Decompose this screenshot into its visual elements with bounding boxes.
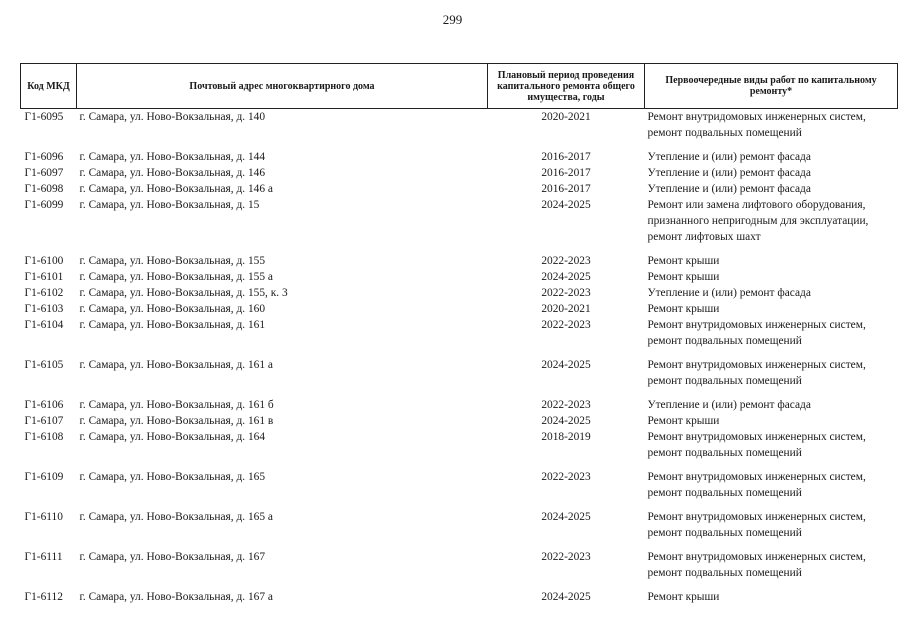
row-works-line: Ремонт крыши [647, 255, 720, 267]
row-works [645, 197, 898, 245]
row-works [645, 589, 898, 605]
row-works-line: Ремонт внутридомовых инженерных систем, [647, 471, 866, 483]
row-works-line: ремонт подвальных помещений [647, 567, 802, 579]
row-works-line: ремонт подвальных помещений [647, 487, 802, 499]
row-works [645, 149, 898, 165]
row-code: Г1-6104 [24, 319, 64, 331]
row-spacer [21, 501, 898, 509]
row-works-line: Ремонт крыши [647, 591, 720, 603]
table-row [21, 549, 898, 581]
row-address: г. Самара, ул. Ново-Вокзальная, д. 155 а [79, 271, 273, 283]
row-address: г. Самара, ул. Ново-Вокзальная, д. 155 [79, 255, 266, 267]
row-code: Г1-6109 [24, 471, 64, 483]
table-row [21, 197, 898, 245]
capital-repair-table [20, 63, 898, 605]
row-works [645, 181, 898, 197]
row-code: Г1-6095 [24, 111, 64, 123]
table-row [21, 285, 898, 301]
row-works [645, 413, 898, 429]
row-spacer [21, 541, 898, 549]
row-works-line: ремонт подвальных помещений [647, 447, 802, 459]
table-row [21, 181, 898, 197]
row-period: 2022-2023 [541, 551, 591, 563]
row-code: Г1-6103 [24, 303, 64, 315]
row-code: Г1-6100 [24, 255, 64, 267]
row-code: Г1-6112 [24, 591, 63, 603]
row-address: г. Самара, ул. Ново-Вокзальная, д. 161 в [79, 415, 274, 427]
row-works-line: признанного непригодным для эксплуатации, [647, 215, 869, 227]
row-works-line: Ремонт внутридомовых инженерных систем, [647, 111, 866, 123]
table-row [21, 357, 898, 389]
table-row [21, 269, 898, 285]
row-code: Г1-6096 [24, 151, 64, 163]
row-period: 2022-2023 [541, 319, 591, 331]
table-row [21, 469, 898, 501]
row-works-line: ремонт подвальных помещений [647, 527, 802, 539]
row-works-line: Утепление и (или) ремонт фасада [647, 151, 811, 163]
page-number: 299 [442, 12, 463, 27]
row-code: Г1-6106 [24, 399, 64, 411]
row-works [645, 397, 898, 413]
row-works [645, 285, 898, 301]
row-works-line: Ремонт внутридомовых инженерных систем, [647, 319, 866, 331]
table-row [21, 589, 898, 605]
row-period: 2022-2023 [541, 287, 591, 299]
row-period: 2024-2025 [541, 271, 591, 283]
row-works-line: ремонт лифтовых шахт [647, 231, 761, 243]
row-works [645, 317, 898, 349]
row-works-line: Ремонт крыши [647, 303, 720, 315]
row-works-line: Ремонт или замена лифтового оборудования, [647, 199, 866, 211]
row-spacer [21, 141, 898, 149]
row-address: г. Самара, ул. Ново-Вокзальная, д. 161 б [79, 399, 274, 411]
row-spacer [21, 349, 898, 357]
row-code: Г1-6101 [24, 271, 64, 283]
header-period: Плановый период проведения капитального ремонта общего имущества, годы [488, 64, 645, 109]
row-code: Г1-6098 [24, 183, 64, 195]
row-period: 2018-2019 [541, 431, 591, 443]
row-spacer-cell [21, 541, 898, 549]
row-period: 2024-2025 [541, 199, 591, 211]
row-period: 2016-2017 [541, 167, 591, 179]
row-works [645, 429, 898, 461]
table-row [21, 301, 898, 317]
row-address: г. Самара, ул. Ново-Вокзальная, д. 161 а [79, 359, 273, 371]
row-code: Г1-6108 [24, 431, 64, 443]
row-address: г. Самара, ул. Ново-Вокзальная, д. 144 [79, 151, 266, 163]
row-code: Г1-6105 [24, 359, 64, 371]
row-address: г. Самара, ул. Ново-Вокзальная, д. 164 [79, 431, 266, 443]
row-period: 2016-2017 [541, 183, 591, 195]
row-works [645, 301, 898, 317]
table-row [21, 397, 898, 413]
row-works-line: Ремонт внутридомовых инженерных систем, [647, 551, 866, 563]
row-period: 2024-2025 [541, 591, 591, 603]
table-row [21, 509, 898, 541]
row-works [645, 469, 898, 501]
row-works-line: Ремонт крыши [647, 415, 720, 427]
table-row [21, 253, 898, 269]
row-period: 2022-2023 [541, 471, 591, 483]
row-code: Г1-6111 [24, 551, 63, 563]
row-period: 2024-2025 [541, 511, 591, 523]
row-works [645, 549, 898, 581]
row-period: 2024-2025 [541, 359, 591, 371]
row-spacer-cell [21, 349, 898, 357]
row-works-line: Утепление и (или) ремонт фасада [647, 167, 811, 179]
row-works-line: ремонт подвальных помещений [647, 335, 802, 347]
row-period: 2022-2023 [541, 255, 591, 267]
row-works-line: ремонт подвальных помещений [647, 375, 802, 387]
row-address: г. Самара, ул. Ново-Вокзальная, д. 167 а [79, 591, 273, 603]
table-row [21, 429, 898, 461]
row-address: г. Самара, ул. Ново-Вокзальная, д. 15 [79, 199, 260, 211]
row-code: Г1-6097 [24, 167, 64, 179]
row-works-line: Ремонт внутридомовых инженерных систем, [647, 359, 866, 371]
header-works: Первоочередные виды работ по капитальному ремонту* [645, 64, 898, 109]
row-code: Г1-6102 [24, 287, 64, 299]
row-spacer-cell [21, 581, 898, 589]
row-works-line: Ремонт внутридомовых инженерных систем, [647, 511, 866, 523]
row-period: 2022-2023 [541, 399, 591, 411]
row-address: г. Самара, ул. Ново-Вокзальная, д. 167 [79, 551, 266, 563]
row-spacer-cell [21, 245, 898, 253]
row-works-line: Утепление и (или) ремонт фасада [647, 183, 811, 195]
row-address: г. Самара, ул. Ново-Вокзальная, д. 160 [79, 303, 266, 315]
row-code: Г1-6099 [24, 199, 64, 211]
row-period: 2024-2025 [541, 415, 591, 427]
row-spacer [21, 461, 898, 469]
row-works [645, 109, 898, 142]
row-period: 2020-2021 [541, 303, 591, 315]
table-row [21, 109, 898, 142]
row-works-line: Утепление и (или) ремонт фасада [647, 287, 811, 299]
row-works-line: Ремонт крыши [647, 271, 720, 283]
header-address: Почтовый адрес многоквартирного дома [77, 64, 488, 109]
row-works-line: Утепление и (или) ремонт фасада [647, 399, 811, 411]
row-works [645, 269, 898, 285]
table-row [21, 317, 898, 349]
table-header [21, 64, 898, 109]
row-works-line: ремонт подвальных помещений [647, 127, 802, 139]
row-works [645, 509, 898, 541]
row-spacer-cell [21, 461, 898, 469]
table-row [21, 413, 898, 429]
table-body [21, 109, 898, 606]
row-spacer-cell [21, 501, 898, 509]
header-code: Код МКД [21, 64, 77, 109]
row-address: г. Самара, ул. Ново-Вокзальная, д. 161 [79, 319, 266, 331]
row-works [645, 165, 898, 181]
row-code: Г1-6110 [24, 511, 63, 523]
row-spacer-cell [21, 141, 898, 149]
row-period: 2020-2021 [541, 111, 591, 123]
row-address: г. Самара, ул. Ново-Вокзальная, д. 146 [79, 167, 266, 179]
table-row [21, 165, 898, 181]
row-spacer-cell [21, 389, 898, 397]
row-spacer [21, 245, 898, 253]
row-code: Г1-6107 [24, 415, 64, 427]
table-row [21, 149, 898, 165]
row-address: г. Самара, ул. Ново-Вокзальная, д. 146 а [79, 183, 273, 195]
row-address: г. Самара, ул. Ново-Вокзальная, д. 165 а [79, 511, 273, 523]
row-spacer [21, 389, 898, 397]
row-works [645, 357, 898, 389]
row-address: г. Самара, ул. Ново-Вокзальная, д. 165 [79, 471, 266, 483]
row-address: г. Самара, ул. Ново-Вокзальная, д. 140 [79, 111, 266, 123]
row-spacer [21, 581, 898, 589]
row-address: г. Самара, ул. Ново-Вокзальная, д. 155, к. 3 [79, 287, 288, 299]
row-period: 2016-2017 [541, 151, 591, 163]
row-works [645, 253, 898, 269]
row-works-line: Ремонт внутридомовых инженерных систем, [647, 431, 866, 443]
